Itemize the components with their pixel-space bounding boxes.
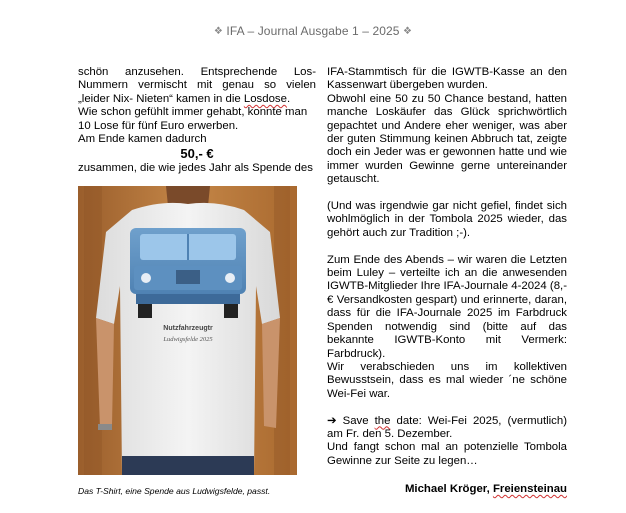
- page-header: [0, 24, 626, 38]
- left-p1-end: .: [286, 92, 291, 105]
- right-paragraph-6: [327, 415, 567, 442]
- right-paragraph-3: (Und was irgendwie gar nicht gefiel, findet sich wohlmöglich in der Tombola 2025 wieder, das gehört auch zur Tradition ;-).: [327, 200, 567, 239]
- left-p1-text: schön anzusehen. Entsprechende Los-Nummern vermischt mit genau so vielen „leider Nix- Nieten“ kamen in die: [78, 66, 316, 105]
- spellcheck-word: Losdose: [243, 92, 287, 105]
- left-paragraph-4: zusammen, die wie jedes Jahr als Spende des: [78, 162, 313, 175]
- left-paragraph-2: Wie schon gefühlt immer gehabt, konnte man 10 Lose für fünf Euro erwerben.: [78, 106, 308, 132]
- author-name: Michael Kröger,: [404, 483, 493, 495]
- shirt-print-line-1: Nutzfahrzeugtr: [163, 325, 213, 332]
- tshirt-photo: [78, 186, 297, 475]
- left-column: [78, 66, 316, 176]
- right-paragraph-4: Zum Ende des Abends – wir waren die Letzten beim Luley – verteilte ich an die anwesenden IGWTB-Mitglieder Ihre IFA-Journale 4-2024 (8,-€ Versandkosten gespart) und erinnerte, daran, dass für die IFA-Journale 2025 im Farbdruck Spenden notwendig sind (bitte auf das bekannte IGWTB-Konto mit Vermerk: Farbdruck).: [327, 253, 567, 360]
- spellcheck-word: the: [374, 414, 391, 427]
- right-column: [327, 66, 567, 468]
- arrow-icon: ➔: [327, 414, 337, 427]
- photo-caption: Das T-Shirt, eine Spende aus Ludwigsfelde, passt.: [78, 486, 271, 496]
- save-text: Save: [336, 414, 375, 427]
- left-paragraph-1: [78, 66, 316, 106]
- right-paragraph-1: IFA-Stammtisch für die IGWTB-Kasse an den Kassenwart übergeben wurden.: [327, 66, 567, 92]
- author-place: Freiensteinau: [492, 483, 567, 495]
- date-text: date: Wei-Fei 2025, (vermutlich) am Fr. den 5. Dezember.: [327, 414, 567, 440]
- diamond-icon: ❖: [213, 26, 223, 37]
- right-paragraph-2: Obwohl eine 50 zu 50 Chance bestand, hatten manche Loskäufer das Glück sprichwörtlich gepachtet und Andere eher weniger, was aber der guten Stimmung keinen Abbruch tat, zeigte doch ein Jeder was er gewonnen hatte und wie immer wurden Gewinne gerne untereinander getauscht.: [327, 92, 567, 186]
- header-title: IFA – Journal Ausgabe 1 – 2025: [226, 24, 400, 38]
- author-signature: [327, 483, 567, 495]
- right-paragraph-5: Wir verabschieden uns im kollektiven Bewusstsein, dass es mal wieder ´ne schöne Wei-Fei war.: [327, 360, 567, 400]
- donation-amount: 50,- €: [180, 146, 214, 162]
- right-paragraph-7: Und fangt schon mal an potenzielle Tombola Gewinne zur Seite zu legen…: [327, 441, 567, 467]
- shirt-print-line-2: Ludwigsfelde 2025: [163, 336, 213, 343]
- diamond-icon: ❖: [403, 26, 413, 37]
- left-paragraph-3: Am Ende kamen dadurch: [78, 133, 207, 146]
